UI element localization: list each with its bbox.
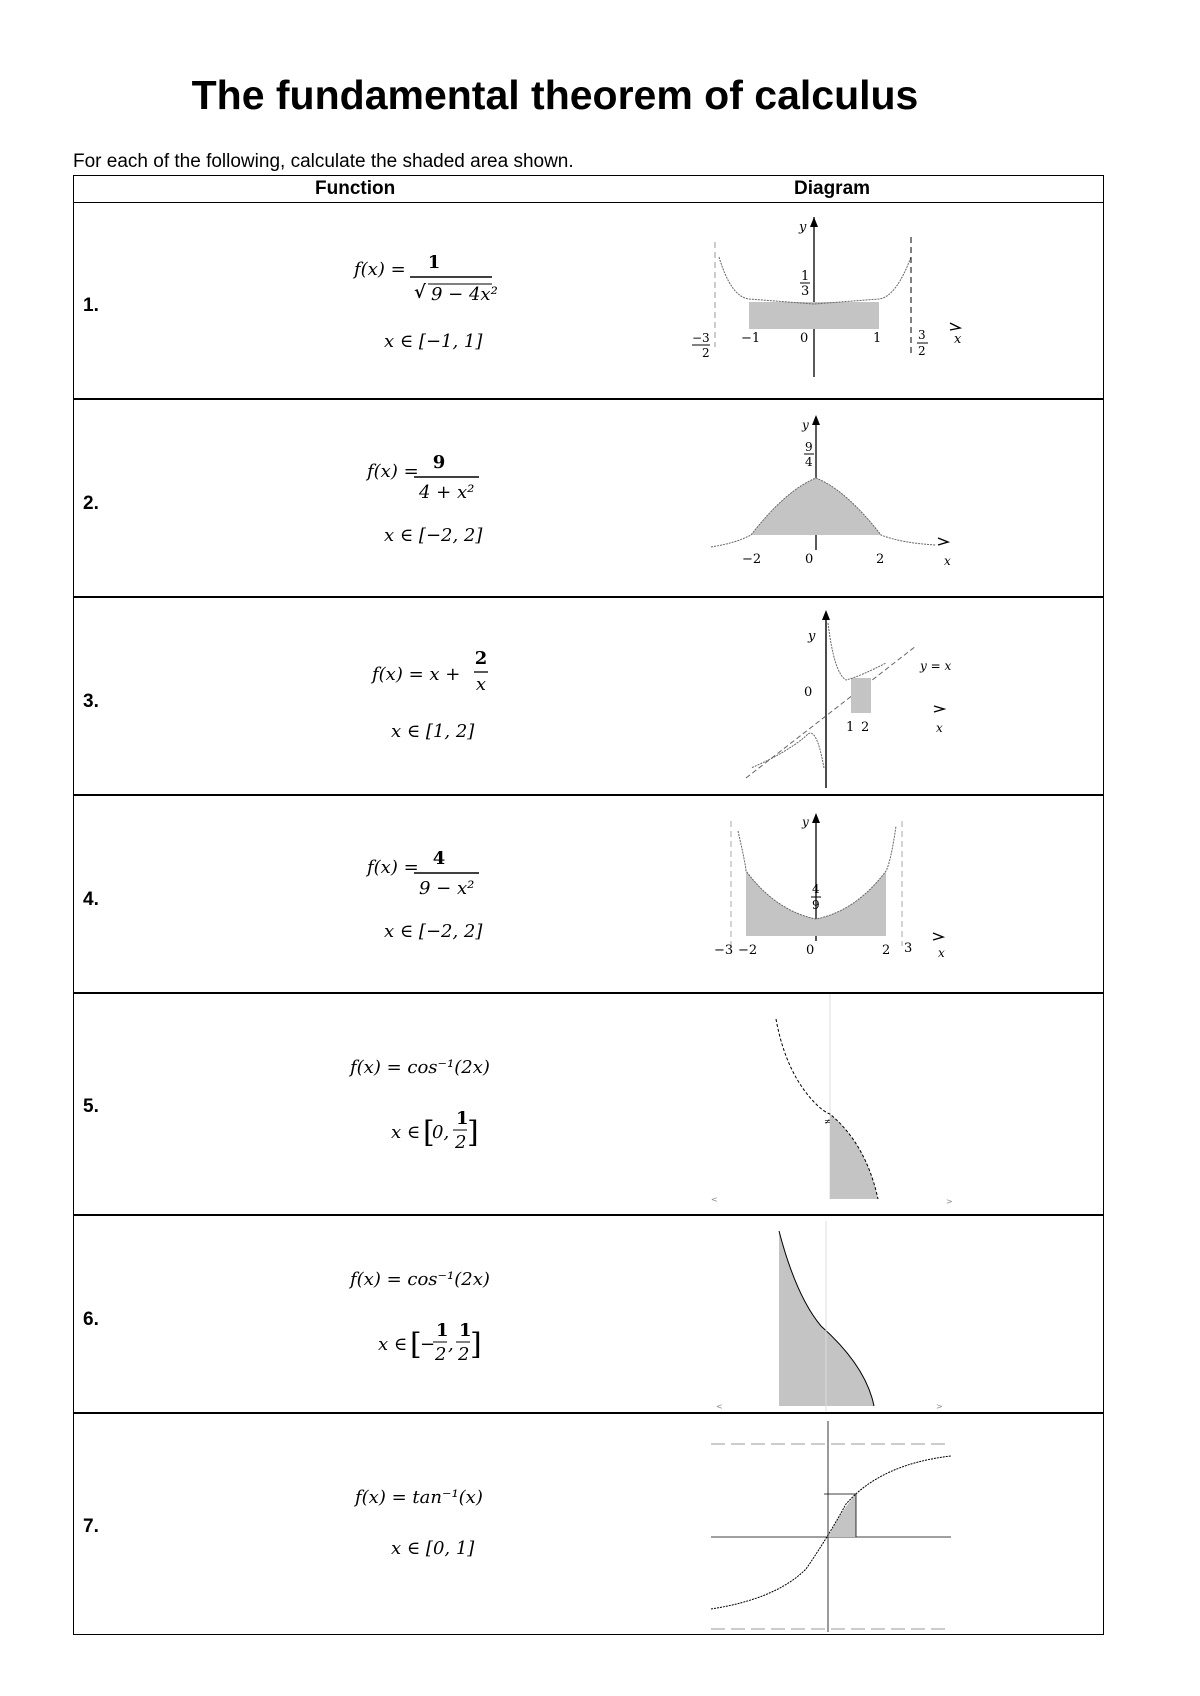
- table-row: [74, 1414, 1103, 1636]
- table-row: [74, 598, 1103, 796]
- svg-text:4: 4: [812, 882, 820, 896]
- svg-text:3: 3: [918, 328, 926, 342]
- svg-text:f(x) =: f(x) =: [354, 259, 406, 280]
- svg-text:x: x: [944, 554, 951, 568]
- table-row: [74, 1216, 1103, 1414]
- svg-text:x ∈: x ∈: [378, 1334, 408, 1355]
- svg-text:≠: ≠: [824, 1117, 831, 1126]
- row-number: 4.: [83, 889, 99, 910]
- svg-text:1: 1: [846, 720, 855, 735]
- svg-text:x: x: [954, 332, 962, 347]
- function-formula: [274, 440, 534, 550]
- diagram-2: [706, 415, 1006, 575]
- svg-text:2: 2: [455, 1132, 467, 1153]
- table-row: [74, 400, 1103, 598]
- function-formula: [274, 1256, 534, 1376]
- svg-text:1: 1: [459, 1320, 472, 1341]
- table-row: [74, 796, 1103, 994]
- svg-text:x ∈ [−2, 2]: x ∈ [−2, 2]: [384, 921, 483, 942]
- svg-text:f(x) =: f(x) =: [367, 857, 419, 878]
- function-formula: [274, 242, 534, 352]
- svg-text:−3: −3: [714, 943, 734, 958]
- svg-text:]: ]: [467, 1115, 479, 1150]
- table-row: [74, 202, 1103, 400]
- function-formula: [274, 638, 534, 748]
- table-row: [74, 994, 1103, 1216]
- svg-text:2: 2: [435, 1344, 447, 1365]
- function-formula: [274, 836, 534, 946]
- svg-text:2: 2: [876, 552, 885, 567]
- svg-text:2: 2: [702, 346, 710, 360]
- svg-text:<: <: [711, 1195, 718, 1204]
- svg-text:[: [: [423, 1115, 435, 1150]
- row-number: 3.: [83, 691, 99, 712]
- svg-text:f(x) = x +: f(x) = x +: [372, 664, 461, 685]
- svg-text:x: x: [938, 946, 945, 960]
- diagram-3: [706, 608, 1006, 793]
- row-number: 7.: [83, 1516, 99, 1537]
- svg-text:x ∈ [1, 2]: x ∈ [1, 2]: [391, 721, 475, 742]
- svg-text:>: >: [936, 1402, 943, 1411]
- svg-text:2: 2: [861, 720, 870, 735]
- table-header: [74, 176, 1103, 203]
- svg-text:−3: −3: [692, 331, 710, 345]
- svg-text:9: 9: [812, 898, 820, 912]
- svg-text:4 + x²: 4 + x²: [419, 482, 475, 503]
- function-formula: [274, 1044, 534, 1164]
- svg-text:f(x) = tan⁻¹(x): f(x) = tan⁻¹(x): [355, 1487, 483, 1508]
- svg-text:f(x) =: f(x) =: [367, 461, 419, 482]
- svg-text:4: 4: [432, 848, 446, 869]
- svg-text:−2: −2: [738, 943, 758, 958]
- svg-text:9: 9: [432, 452, 446, 473]
- diagram-1: [692, 217, 1006, 377]
- svg-text:3: 3: [801, 284, 810, 299]
- instructions: For each of the following, calculate the shaded area shown.: [73, 151, 574, 172]
- svg-text:f(x) = cos⁻¹(2x): f(x) = cos⁻¹(2x): [350, 1269, 490, 1290]
- svg-text:y: y: [802, 815, 809, 829]
- svg-text:2: 2: [474, 648, 488, 669]
- diagram-6: [706, 1216, 1006, 1414]
- svg-text:4: 4: [805, 455, 813, 469]
- svg-text:[: [: [410, 1327, 422, 1362]
- diagram-5: [706, 994, 1006, 1214]
- svg-text:−1: −1: [741, 331, 761, 346]
- svg-text:√: √: [414, 282, 426, 303]
- svg-text:−: −: [420, 1334, 436, 1355]
- svg-text:]: ]: [470, 1327, 482, 1362]
- svg-text:,: ,: [448, 1334, 454, 1355]
- svg-text:<: <: [716, 1402, 723, 1411]
- row-number: 6.: [83, 1309, 99, 1330]
- diagram-7: [706, 1419, 1006, 1634]
- svg-text:x ∈ [0, 1]: x ∈ [0, 1]: [391, 1538, 475, 1559]
- svg-text:y: y: [808, 629, 816, 644]
- svg-text:1: 1: [436, 1320, 449, 1341]
- svg-text:x ∈ [−1, 1]: x ∈ [−1, 1]: [384, 331, 483, 352]
- svg-text:0: 0: [804, 685, 813, 700]
- svg-text:1: 1: [427, 252, 441, 273]
- svg-text:f(x) = cos⁻¹(2x): f(x) = cos⁻¹(2x): [350, 1057, 490, 1078]
- svg-text:y = x: y = x: [920, 659, 952, 673]
- diagram-4: [706, 811, 1006, 971]
- svg-text:y: y: [799, 220, 807, 235]
- header-diagram: Diagram: [794, 178, 871, 199]
- svg-text:2: 2: [918, 344, 926, 358]
- svg-text:1: 1: [456, 1108, 469, 1129]
- svg-text:9 − 4x²: 9 − 4x²: [431, 284, 498, 305]
- svg-text:9 − x²: 9 − x²: [419, 878, 475, 899]
- header-function: Function: [315, 178, 396, 199]
- svg-text:9: 9: [805, 440, 813, 454]
- svg-text:0: 0: [806, 943, 815, 958]
- svg-text:1: 1: [801, 269, 810, 284]
- svg-text:x ∈: x ∈: [391, 1122, 421, 1143]
- svg-text:2: 2: [882, 943, 891, 958]
- page-title: The fundamental theorem of calculus: [191, 72, 919, 118]
- svg-text:0,: 0,: [432, 1122, 450, 1143]
- svg-text:x ∈ [−2, 2]: x ∈ [−2, 2]: [384, 525, 483, 546]
- svg-text:x: x: [475, 674, 487, 695]
- svg-text:0: 0: [805, 552, 814, 567]
- svg-text:3: 3: [904, 941, 913, 956]
- svg-text:x: x: [936, 721, 943, 735]
- row-number: 1.: [83, 295, 99, 316]
- function-formula: [274, 1474, 534, 1584]
- row-number: 2.: [83, 493, 99, 514]
- svg-text:2: 2: [458, 1344, 470, 1365]
- svg-text:y: y: [802, 418, 809, 432]
- row-number: 5.: [83, 1096, 99, 1117]
- problems-table: [73, 175, 1104, 1635]
- svg-text:>: >: [946, 1197, 953, 1206]
- svg-text:0: 0: [800, 331, 809, 346]
- svg-text:−2: −2: [742, 552, 762, 567]
- svg-text:1: 1: [873, 331, 882, 346]
